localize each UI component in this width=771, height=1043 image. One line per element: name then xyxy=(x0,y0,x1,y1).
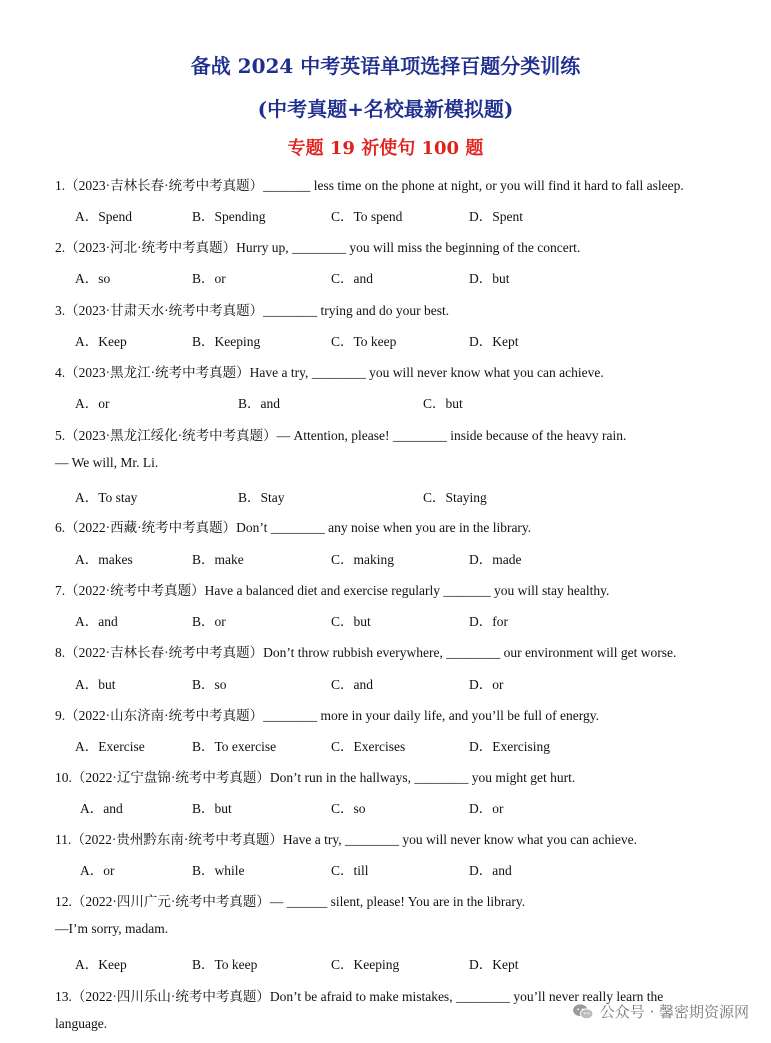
option: C．so xyxy=(331,801,366,816)
option: C．To spend xyxy=(331,209,403,224)
option: D．Spent xyxy=(469,209,523,224)
option: A．Keep xyxy=(75,957,127,972)
question-reply: —I’m sorry, madam. xyxy=(55,921,169,936)
option: A．Spend xyxy=(75,209,132,224)
option: C．till xyxy=(331,863,369,878)
option: B．but xyxy=(192,801,232,816)
option: A．or xyxy=(80,863,115,878)
question-stem: 10.（2022·辽宁盘锦·统考中考真题）Don’t run in the hallways, ________ you might get hurt. xyxy=(55,770,576,785)
option: D．or xyxy=(469,677,504,692)
option: B．while xyxy=(192,863,245,878)
question-stem: 6.（2022·西藏·统考中考真题）Don’t ________ any noise when you are in the library. xyxy=(55,520,532,535)
option: C．Keeping xyxy=(331,957,400,972)
option: A．so xyxy=(75,271,111,286)
option: A．but xyxy=(75,677,116,692)
option: D．but xyxy=(469,271,510,286)
option: A．and xyxy=(80,801,123,816)
option: C．but xyxy=(423,396,463,411)
option: A．and xyxy=(75,614,118,629)
option: C．but xyxy=(331,614,371,629)
option: D．or xyxy=(469,801,504,816)
option: A．or xyxy=(75,396,110,411)
option: B．Stay xyxy=(238,490,285,505)
option: B．or xyxy=(192,614,226,629)
document-title: 备战 2024 中考英语单项选择百题分类训练 xyxy=(190,54,581,78)
question-stem: 11.（2022·贵州黔东南·统考中考真题）Have a try, ________ you will never know what you can achieve. xyxy=(55,832,638,847)
option: A．Exercise xyxy=(75,739,145,754)
option: C．making xyxy=(331,552,394,567)
option: C．and xyxy=(331,677,373,692)
option: B．Keeping xyxy=(192,334,261,349)
question-stem: 2.（2023·河北·统考中考真题）Hurry up, ________ you will miss the beginning of the concert. xyxy=(55,240,581,255)
option: D．Kept xyxy=(469,957,519,972)
option: D．for xyxy=(469,614,508,629)
option: A．makes xyxy=(75,552,133,567)
question-continuation: language. xyxy=(55,1016,108,1031)
question-stem: 3.（2023·甘肃天水·统考中考真题）________ trying and do your best. xyxy=(55,303,450,318)
option: B．or xyxy=(192,271,226,286)
option: B．make xyxy=(192,552,244,567)
option: B．To keep xyxy=(192,957,258,972)
option: C．To keep xyxy=(331,334,397,349)
document-subtitle: (中考真题+名校最新模拟题) xyxy=(257,97,514,121)
wechat-icon xyxy=(572,1003,594,1021)
watermark-text: 公众号 · 馨密期资源网 xyxy=(599,1003,749,1021)
option: C．Exercises xyxy=(331,739,406,754)
option: D．Exercising xyxy=(469,739,550,754)
question-stem: 12.（2022·四川广元·统考中考真题）— ______ silent, please! You are in the library. xyxy=(55,894,526,909)
option: B．so xyxy=(192,677,227,692)
question-stem: 4.（2023·黑龙江·统考中考真题）Have a try, ________ you will never know what you can achieve. xyxy=(55,365,604,380)
question-stem: 8.（2022·吉林长春·统考中考真题）Don’t throw rubbish everywhere, ________ our environment will get worse. xyxy=(55,645,677,660)
question-stem: 5.（2023·黑龙江绥化·统考中考真题）— Attention, please! ________ inside because of the heavy rain. xyxy=(55,428,627,443)
option: D．and xyxy=(469,863,512,878)
option: A．Keep xyxy=(75,334,127,349)
option: B．Spending xyxy=(192,209,266,224)
option: D．Kept xyxy=(469,334,519,349)
option: B．and xyxy=(238,396,280,411)
watermark xyxy=(572,1001,749,1022)
option: C．Staying xyxy=(423,490,487,505)
question-stem: 1.（2023·吉林长春·统考中考真题）_______ less time on the phone at night, or you will find it hard to fall asleep. xyxy=(55,178,684,193)
question-reply: — We will, Mr. Li. xyxy=(55,455,159,470)
topic-heading: 专题 19 祈使句 100 题 xyxy=(287,138,484,159)
option: B．To exercise xyxy=(192,739,277,754)
question-stem: 13.（2022·四川乐山·统考中考真题）Don’t be afraid to make mistakes, ________ you’ll never really learn the xyxy=(55,989,664,1004)
question-stem: 7.（2022·统考中考真题）Have a balanced diet and exercise regularly _______ you will stay healthy. xyxy=(55,583,610,598)
question-stem: 9.（2022·山东济南·统考中考真题）________ more in your daily life, and you’ll be full of energy. xyxy=(55,708,600,723)
option: C．and xyxy=(331,271,373,286)
option: D．made xyxy=(469,552,522,567)
option: A．To stay xyxy=(75,490,138,505)
